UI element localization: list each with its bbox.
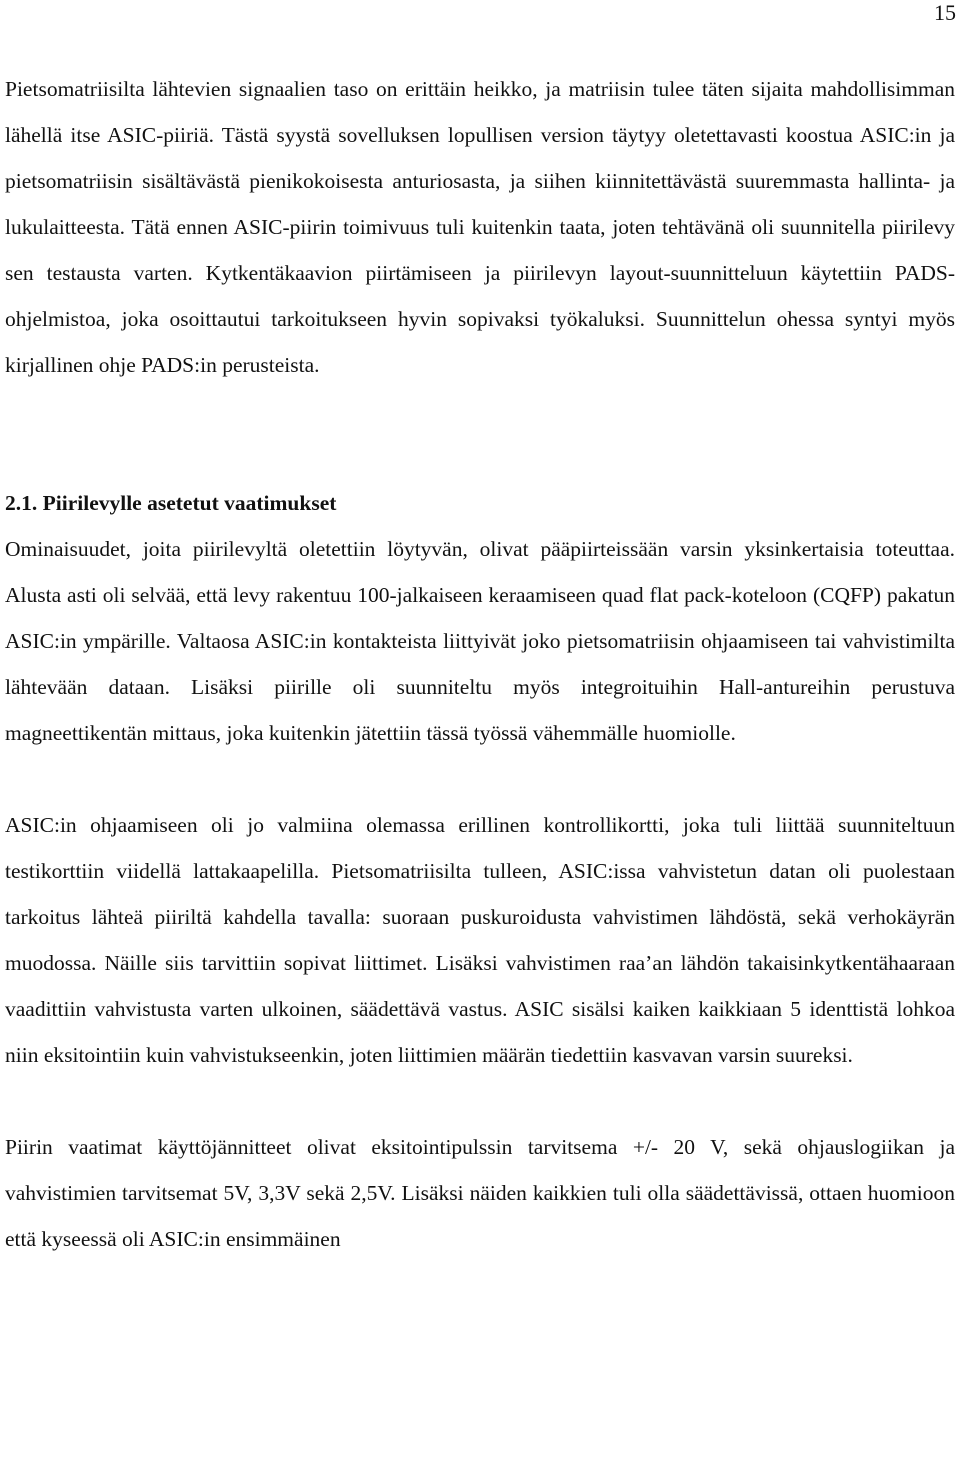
spacer	[5, 756, 955, 802]
document-body	[5, 66, 955, 1262]
paragraph-4: Piirin vaatimat käyttöjännitteet olivat eksitointipulssin tarvitsema +/- 20 V, sekä ohjauslogiikan ja vahvistimien tarvitsemat 5V, 3,3V sekä 2,5V. Lisäksi näiden kaikkien tuli olla säädettävissä, ottaen huomioon että kyseessä oli ASIC:in ensimmäinen	[5, 1135, 955, 1251]
paragraph-1: Pietsomatriisilta lähtevien signaalien taso on erittäin heikko, ja matriisin tulee täten sijaita mahdollisimman lähellä itse ASIC-piiriä. Tästä syystä sovelluksen lopullisen version täytyy oletettavasti koostua ASIC:in ja pietsomatriisin sisältävästä pienikokoisesta anturiosasta, ja siihen kiinnitettävästä suuremmasta hallinta- ja lukulaitteesta. Tätä ennen ASIC-piirin toimivuus tuli kuitenkin taata, joten tehtävänä oli suunnitella piirilevy sen testausta varten. Kytkentäkaavion piirtämiseen ja piirilevyn layout-suunnitteluun käytettiin PADS-ohjelmistoa, joka osoittautui tarkoitukseen hyvin sopivaksi työkaluksi. Suunnittelun ohessa syntyi myös kirjallinen ohje PADS:in perusteista.	[5, 77, 955, 377]
page-number: 15	[934, 0, 956, 25]
section-heading: 2.1. Piirilevylle asetetut vaatimukset	[5, 491, 337, 515]
paragraph-3: ASIC:in ohjaamiseen oli jo valmiina olemassa erillinen kontrollikortti, joka tuli liittää suunniteltuun testikorttiin viidellä lattakaapelilla. Pietsomatriisilta tulleen, ASIC:issa vahvistetun datan oli puolestaan tarkoitus lähteä piiriltä kahdella tavalla: suoraan puskuroidusta vahvistimen lähdöstä, sekä verhokäyrän muodossa. Näille siis tarvittiin sopivat liittimet. Lisäksi vahvistimen raa’an lähdön takaisinkytkentähaaraan vaadittiin vahvistusta varten ulkoinen, säädettävä vastus. ASIC sisälsi kaiken kaikkiaan 5 identtistä lohkoa niin eksitointiin kuin vahvistukseenkin, joten liittimien määrän tiedettiin kasvavan varsin suureksi.	[5, 813, 955, 1067]
spacer	[5, 388, 955, 434]
spacer	[5, 1078, 955, 1124]
paragraph-2: Ominaisuudet, joita piirilevyltä oletettiin löytyvän, olivat pääpiirteissään varsin yksinkertaisia toteuttaa. Alusta asti oli selvää, että levy rakentuu 100-jalkaiseen keraamiseen quad flat pack-koteloon (CQFP) pakatun ASIC:in ympärille. Valtaosa ASIC:in kontakteista liittyivät joko pietsomatriisin ohjaamiseen tai vahvistimilta lähtevään dataan. Lisäksi piirille oli suunniteltu myös integroituihin Hall-antureihin perustuva magneettikentän mittaus, joka kuitenkin jätettiin tässä työssä vähemmälle huomiolle.	[5, 537, 955, 745]
